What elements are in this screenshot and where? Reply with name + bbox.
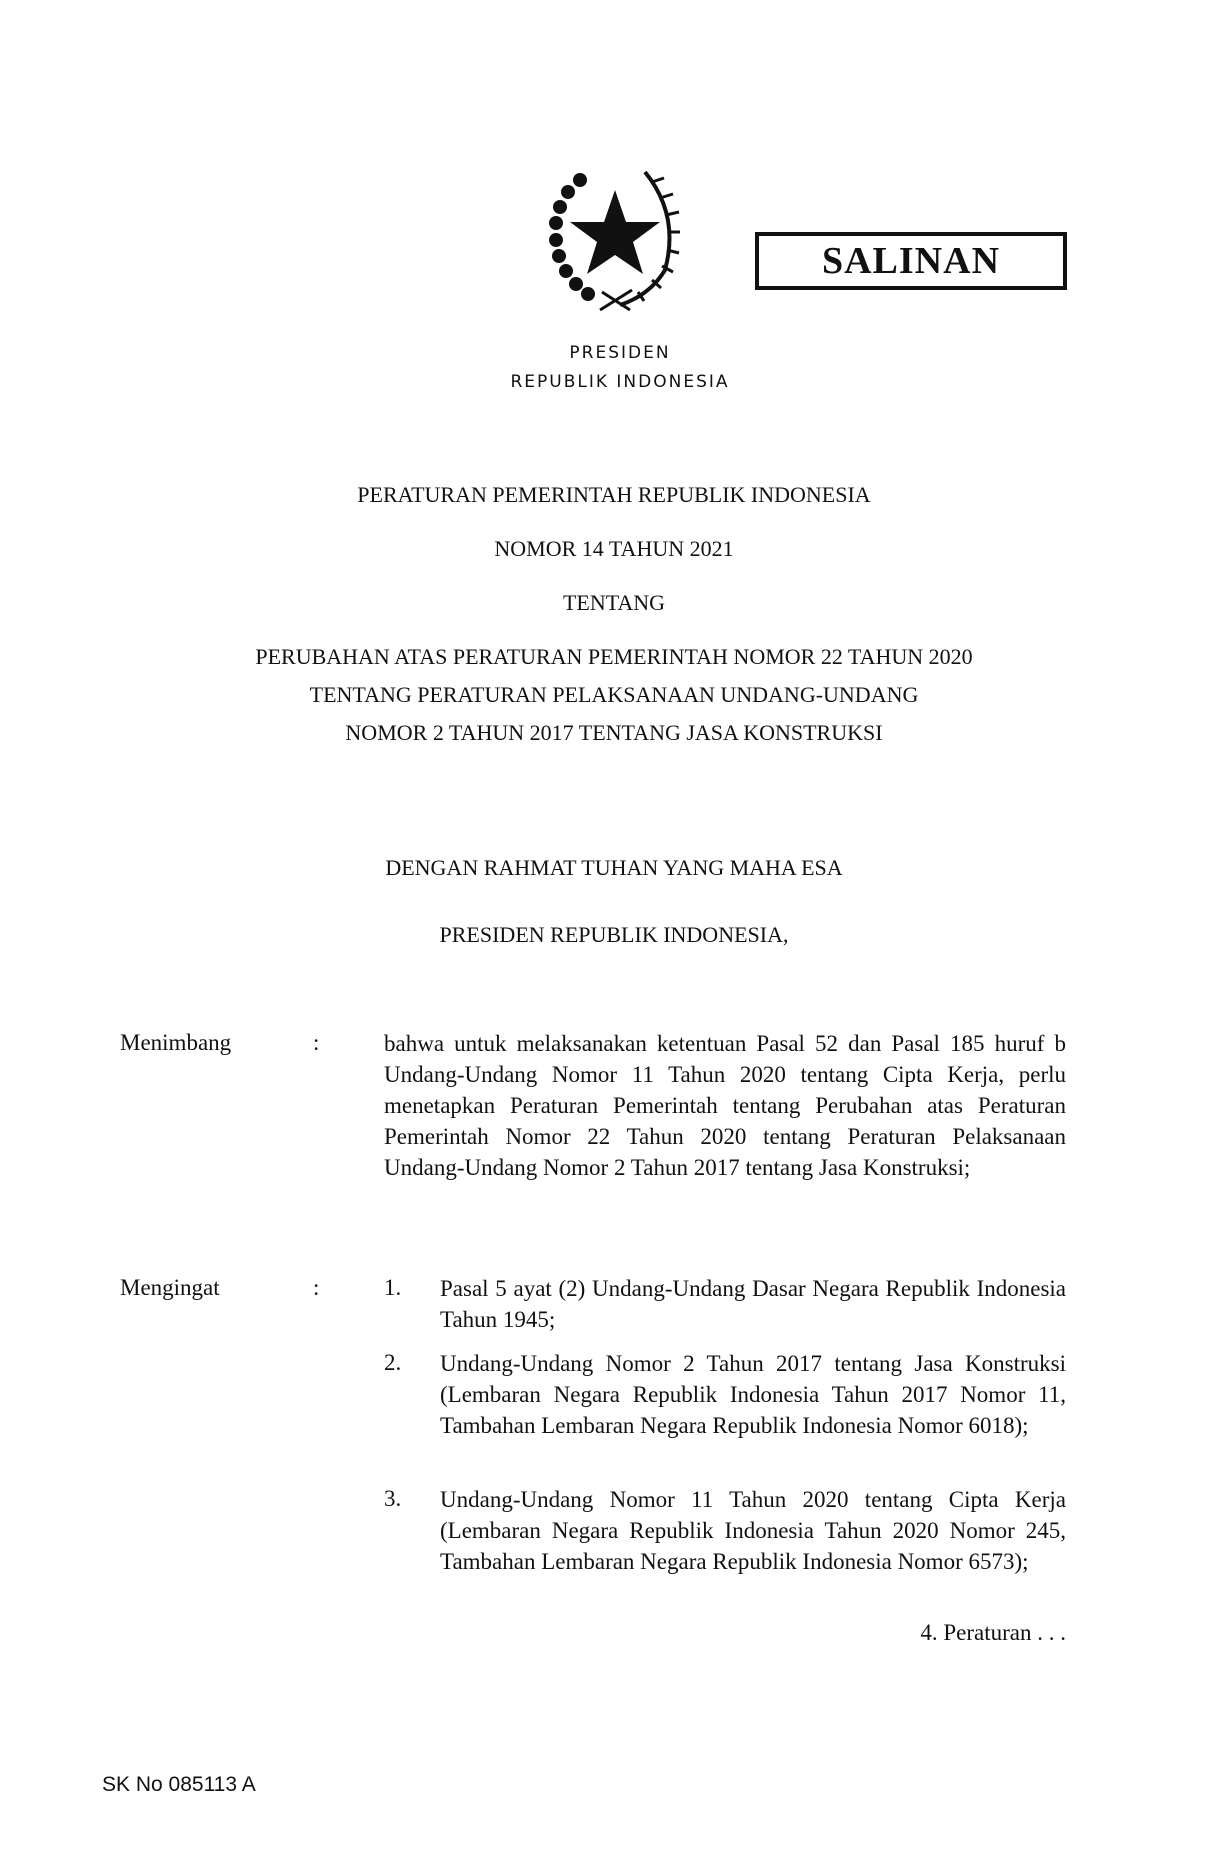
- emblem-caption-presiden: PRESIDEN: [569, 343, 671, 363]
- footer-serial-number: SK No 085113 A: [102, 1773, 256, 1796]
- mengingat-colon: :: [313, 1275, 320, 1300]
- mengingat-item-text: Undang-Undang Nomor 2 Tahun 2017 tentang Jasa Konstruksi (Lembaran Negara Republik Indonesia Tahun 2017 Nomor 11, Tambahan Lembaran Negara Republik Indonesia Nomor 6018);: [440, 1351, 1066, 1438]
- menimbang-colon: :: [313, 1030, 320, 1055]
- mengingat-item-number: 1.: [384, 1275, 402, 1300]
- mengingat-item-number: 3.: [384, 1486, 402, 1511]
- menimbang-text: bahwa untuk melaksanakan ketentuan Pasal 52 dan Pasal 185 huruf b Undang-Undang Nomor 11 Tahun 2020 tentang Cipta Kerja, perlu menetapkan Peraturan Pemerintah tentang Perubahan atas Peraturan Pemerintah Nomor 22 Tahun 2020 tentang Peraturan Pelaksanaan Undang-Undang Nomor 2 Tahun 2017 tentang Jasa Konstruksi;: [384, 1031, 1066, 1180]
- menimbang-label: Menimbang: [120, 1030, 232, 1055]
- title-number: NOMOR 14 TAHUN 2021: [494, 536, 734, 561]
- title-tentang: TENTANG: [562, 590, 666, 615]
- presidential-emblem-icon: [540, 160, 690, 325]
- issuer: PRESIDEN REPUBLIK INDONESIA,: [439, 922, 789, 947]
- title-subject-line3: NOMOR 2 TAHUN 2017 TENTANG JASA KONSTRUKSI: [345, 720, 883, 745]
- salinan-stamp: SALINAN: [755, 232, 1067, 290]
- mengingat-label: Mengingat: [120, 1275, 220, 1300]
- mengingat-item-text: Undang-Undang Nomor 11 Tahun 2020 tentang Cipta Kerja (Lembaran Negara Republik Indonesia Tahun 2020 Nomor 245, Tambahan Lembaran Negara Republik Indonesia Nomor 6573);: [440, 1487, 1066, 1574]
- title-regulation: PERATURAN PEMERINTAH REPUBLIK INDONESIA: [357, 482, 871, 507]
- title-subject-line2: TENTANG PERATURAN PELAKSANAAN UNDANG-UNDANG: [309, 682, 919, 707]
- invocation: DENGAN RAHMAT TUHAN YANG MAHA ESA: [385, 855, 843, 880]
- mengingat-item-number: 2.: [384, 1350, 402, 1375]
- emblem-caption-republik: REPUBLIK INDONESIA: [510, 372, 730, 392]
- title-subject-line1: PERUBAHAN ATAS PERATURAN PEMERINTAH NOMOR 22 TAHUN 2020: [255, 644, 973, 669]
- continuation-marker: 4. Peraturan . . .: [920, 1620, 1066, 1645]
- mengingat-item-text: Pasal 5 ayat (2) Undang-Undang Dasar Negara Republik Indonesia Tahun 1945;: [440, 1276, 1066, 1332]
